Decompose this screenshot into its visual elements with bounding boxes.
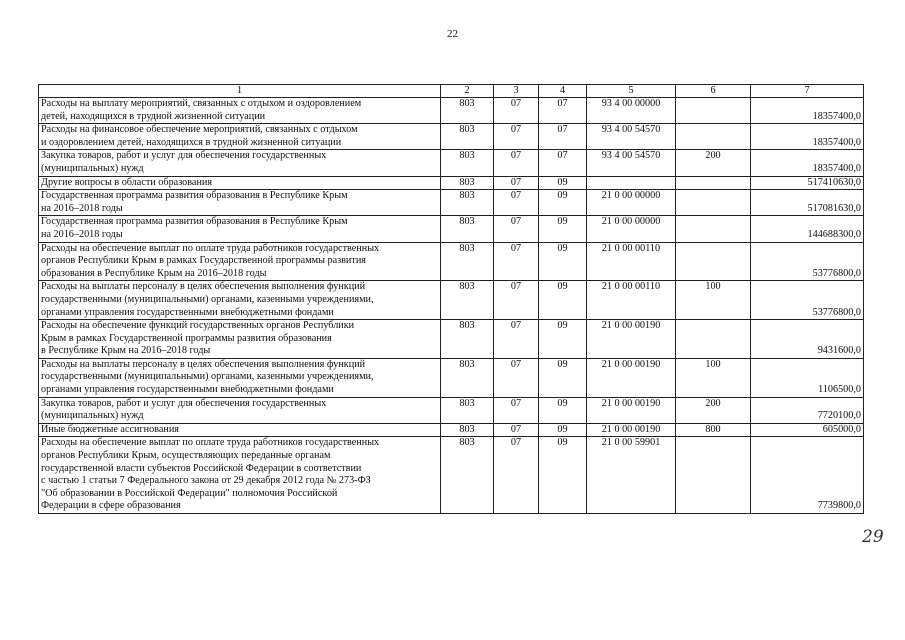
table-row: [39, 98, 864, 124]
table-row: [39, 242, 864, 281]
expense-type-code: [676, 320, 751, 359]
section-code: 07: [494, 190, 539, 216]
row-description: Расходы на обеспечение функций государственных органов Республики Крым в рамках Государственной программы развития образования в Республике Крым на 2016–2018 годы: [39, 320, 441, 359]
amount: 53776800,0: [751, 281, 864, 320]
ministry-code: 803: [441, 397, 494, 423]
amount: 18357400,0: [751, 98, 864, 124]
row-description: Расходы на выплату мероприятий, связанных с отдыхом и оздоровлением детей, находящихся в трудной жизненной ситуации: [39, 98, 441, 124]
expense-type-code: [676, 190, 751, 216]
expense-type-code: 100: [676, 281, 751, 320]
amount: 517081630,0: [751, 190, 864, 216]
target-article-code: 21 0 00 00190: [587, 397, 676, 423]
target-article-code: 21 0 00 59901: [587, 437, 676, 514]
target-article-code: 21 0 00 00110: [587, 242, 676, 281]
row-description: Другие вопросы в области образования: [39, 176, 441, 190]
column-header-6: 6: [676, 85, 751, 98]
expense-type-code: 800: [676, 423, 751, 437]
column-header-5: 5: [587, 85, 676, 98]
section-code: 07: [494, 423, 539, 437]
section-code: 07: [494, 242, 539, 281]
subsection-code: 07: [539, 150, 587, 176]
table-row: [39, 437, 864, 514]
ministry-code: 803: [441, 320, 494, 359]
section-code: 07: [494, 216, 539, 242]
ministry-code: 803: [441, 242, 494, 281]
row-description: Иные бюджетные ассигнования: [39, 423, 441, 437]
ministry-code: 803: [441, 216, 494, 242]
target-article-code: 21 0 00 00000: [587, 216, 676, 242]
section-code: 07: [494, 176, 539, 190]
ministry-code: 803: [441, 98, 494, 124]
amount: 605000,0: [751, 423, 864, 437]
subsection-code: 09: [539, 281, 587, 320]
target-article-code: 21 0 00 00110: [587, 281, 676, 320]
row-description: Расходы на выплаты персоналу в целях обеспечения выполнения функций государственными (муниципальными) органами, казенными учреждениями, органами управления государственными внебюджетными фондами: [39, 281, 441, 320]
table-row: [39, 358, 864, 397]
column-header-2: 2: [441, 85, 494, 98]
column-header-1: 1: [39, 85, 441, 98]
table-row: [39, 423, 864, 437]
subsection-code: 09: [539, 176, 587, 190]
table-header-row: [39, 85, 864, 98]
expense-type-code: [676, 242, 751, 281]
table-row: [39, 190, 864, 216]
table-row: [39, 216, 864, 242]
page-number: 22: [447, 28, 458, 40]
budget-table: [38, 84, 864, 514]
row-description: Государственная программа развития образования в Республике Крым на 2016–2018 годы: [39, 216, 441, 242]
expense-type-code: [676, 176, 751, 190]
subsection-code: 07: [539, 124, 587, 150]
row-description: Расходы на выплаты персоналу в целях обеспечения выполнения функций государственными (муниципальными) органами, казенными учреждениями, органами управления государственными внебюджетными фондами: [39, 358, 441, 397]
amount: 18357400,0: [751, 124, 864, 150]
ministry-code: 803: [441, 423, 494, 437]
expense-type-code: [676, 98, 751, 124]
table-row: [39, 150, 864, 176]
table-row: [39, 124, 864, 150]
expense-type-code: [676, 437, 751, 514]
row-description: Расходы на обеспечение выплат по оплате труда работников государственных органов Республики Крым, осуществляющих переданные органам государственной власти субъектов Российской Федерации в соответствии с частью 1 статьи 7 Федерального закона от 29 декабря 2012 года № 273-ФЗ "Об образовании в Российской Федерации" полномочия Российской Федерации в сфере образования: [39, 437, 441, 514]
table-body: [39, 98, 864, 514]
target-article-code: 93 4 00 54570: [587, 150, 676, 176]
subsection-code: 09: [539, 423, 587, 437]
ministry-code: 803: [441, 358, 494, 397]
section-code: 07: [494, 281, 539, 320]
subsection-code: 07: [539, 98, 587, 124]
subsection-code: 09: [539, 358, 587, 397]
row-description: Расходы на финансовое обеспечение мероприятий, связанных с отдыхом и оздоровлением детей, находящихся в трудной жизненной ситуации: [39, 124, 441, 150]
row-description: Закупка товаров, работ и услуг для обеспечения государственных (муниципальных) нужд: [39, 150, 441, 176]
target-article-code: [587, 176, 676, 190]
section-code: 07: [494, 124, 539, 150]
column-header-7: 7: [751, 85, 864, 98]
column-header-4: 4: [539, 85, 587, 98]
subsection-code: 09: [539, 216, 587, 242]
section-code: 07: [494, 320, 539, 359]
amount: 7720100,0: [751, 397, 864, 423]
expense-type-code: 200: [676, 397, 751, 423]
subsection-code: 09: [539, 397, 587, 423]
expense-type-code: 200: [676, 150, 751, 176]
expense-type-code: [676, 216, 751, 242]
table-row: [39, 320, 864, 359]
amount: 18357400,0: [751, 150, 864, 176]
amount: 144688300,0: [751, 216, 864, 242]
column-header-3: 3: [494, 85, 539, 98]
ministry-code: 803: [441, 190, 494, 216]
target-article-code: 21 0 00 00000: [587, 190, 676, 216]
expense-type-code: [676, 124, 751, 150]
amount: 9431600,0: [751, 320, 864, 359]
amount: 517410630,0: [751, 176, 864, 190]
amount: 53776800,0: [751, 242, 864, 281]
ministry-code: 803: [441, 437, 494, 514]
section-code: 07: [494, 437, 539, 514]
subsection-code: 09: [539, 242, 587, 281]
ministry-code: 803: [441, 281, 494, 320]
expense-type-code: 100: [676, 358, 751, 397]
subsection-code: 09: [539, 437, 587, 514]
ministry-code: 803: [441, 124, 494, 150]
ministry-code: 803: [441, 150, 494, 176]
ministry-code: 803: [441, 176, 494, 190]
section-code: 07: [494, 397, 539, 423]
table-row: [39, 397, 864, 423]
target-article-code: 93 4 00 00000: [587, 98, 676, 124]
row-description: Государственная программа развития образования в Республике Крым на 2016–2018 годы: [39, 190, 441, 216]
target-article-code: 21 0 00 00190: [587, 358, 676, 397]
section-code: 07: [494, 358, 539, 397]
target-article-code: 21 0 00 00190: [587, 423, 676, 437]
amount: 7739800,0: [751, 437, 864, 514]
handwritten-page-note: 29: [862, 527, 884, 547]
section-code: 07: [494, 98, 539, 124]
row-description: Расходы на обеспечение выплат по оплате труда работников государственных органов Республики Крым в рамках Государственной программы развития образования в Республике Крым на 2016–2018 годы: [39, 242, 441, 281]
subsection-code: 09: [539, 190, 587, 216]
row-description: Закупка товаров, работ и услуг для обеспечения государственных (муниципальных) нужд: [39, 397, 441, 423]
target-article-code: 21 0 00 00190: [587, 320, 676, 359]
table-row: [39, 176, 864, 190]
section-code: 07: [494, 150, 539, 176]
target-article-code: 93 4 00 54570: [587, 124, 676, 150]
table-row: [39, 281, 864, 320]
subsection-code: 09: [539, 320, 587, 359]
amount: 1106500,0: [751, 358, 864, 397]
